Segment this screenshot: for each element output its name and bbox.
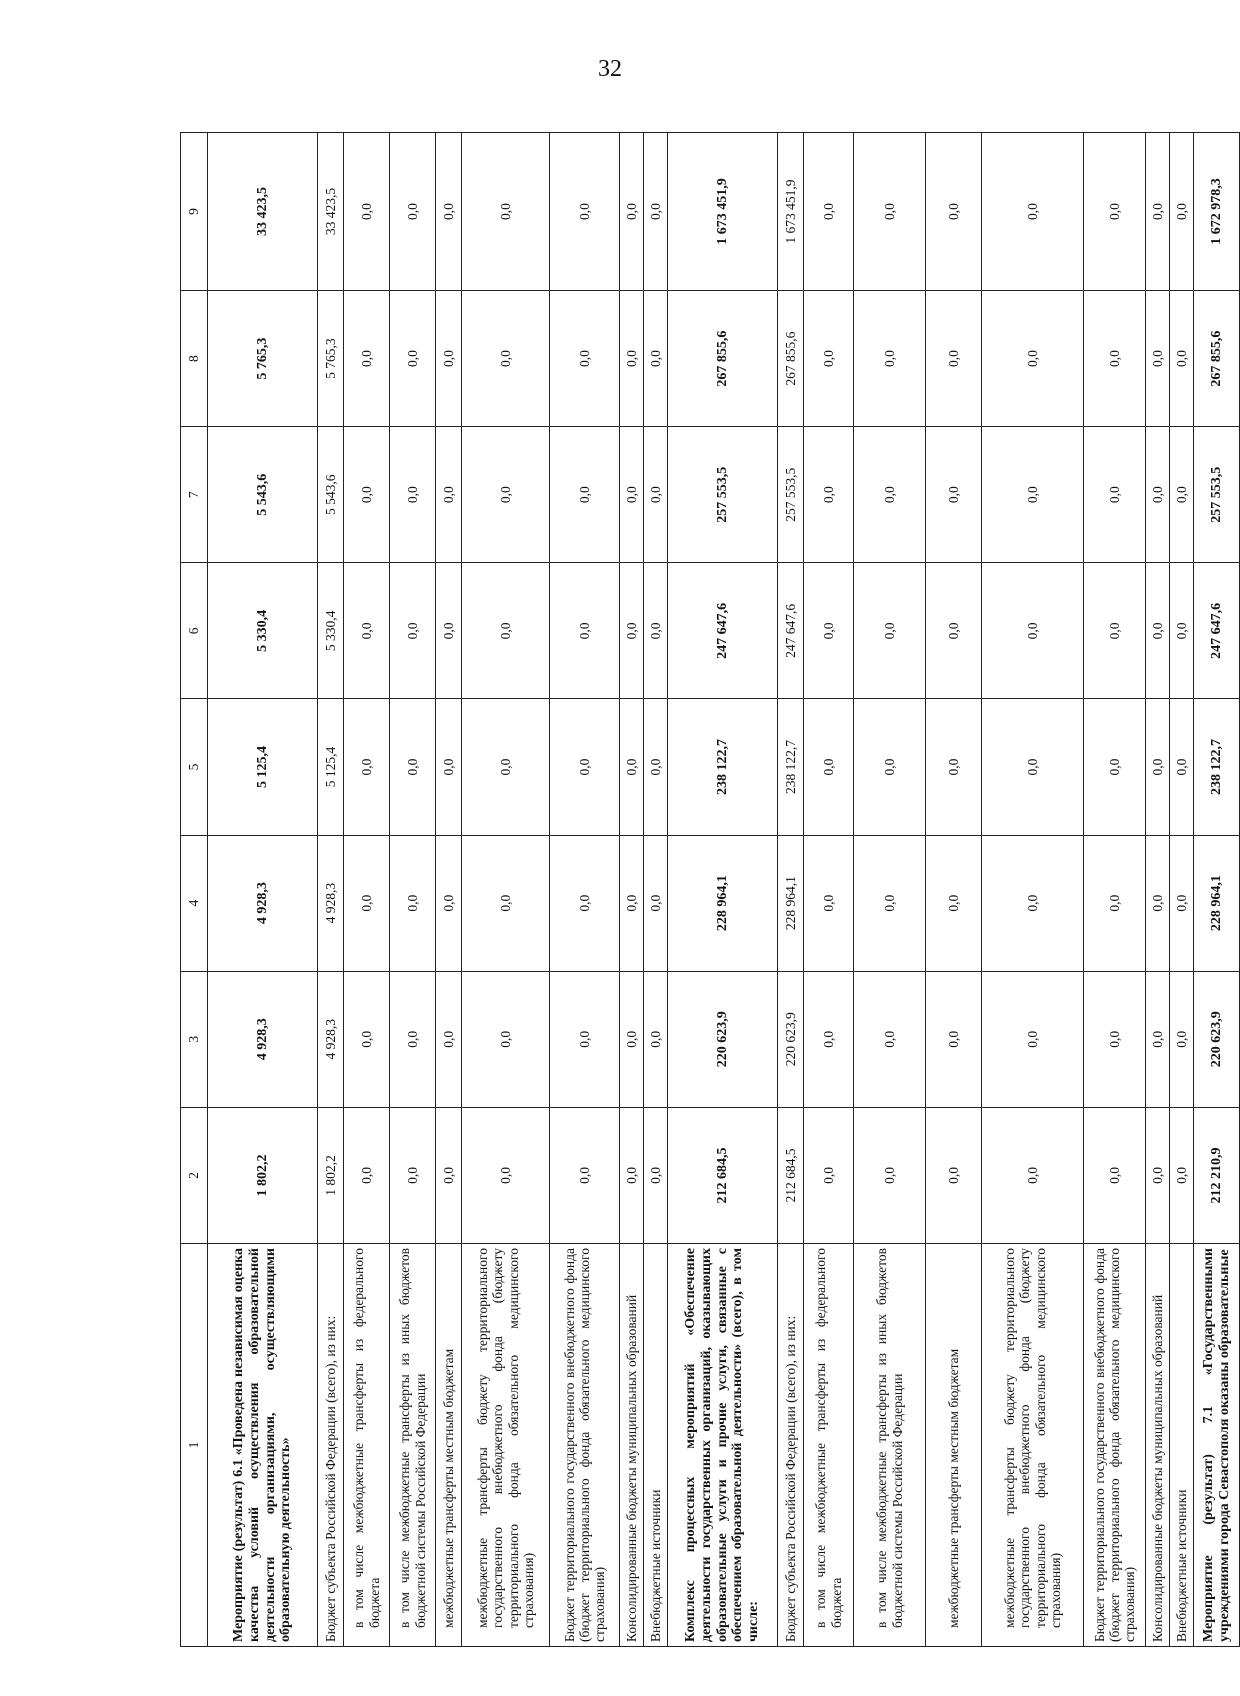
row-label: в том числе межбюджетные трансферты из федерального бюджета <box>804 1244 854 1647</box>
value-cell: 220 623,9 <box>668 971 778 1107</box>
value-cell: 0,0 <box>644 563 668 699</box>
value-cell: 220 623,9 <box>778 971 804 1107</box>
row-label: Мероприятие (результат) 6.1 «Проведена независимая оценка качества условий осуществления образовательной деятельности организациями, осуществляющими образовательную деятельность» <box>208 1244 318 1647</box>
value-cell: 0,0 <box>462 291 550 427</box>
value-cell: 0,0 <box>644 971 668 1107</box>
value-cell: 0,0 <box>804 835 854 971</box>
table-row <box>462 133 550 1647</box>
value-cell: 0,0 <box>1084 699 1146 835</box>
table-row <box>982 133 1084 1647</box>
value-cell: 0,0 <box>462 133 550 291</box>
value-cell: 0,0 <box>436 699 462 835</box>
table-row <box>804 133 854 1647</box>
value-cell: 212 210,9 <box>1194 1107 1240 1243</box>
value-cell: 0,0 <box>854 427 926 563</box>
column-header-row <box>181 133 208 1647</box>
value-cell: 0,0 <box>804 1107 854 1243</box>
value-cell: 5 125,4 <box>208 699 318 835</box>
value-cell: 5 125,4 <box>318 699 344 835</box>
table-row <box>1084 133 1146 1647</box>
value-cell: 247 647,6 <box>668 563 778 699</box>
value-cell: 0,0 <box>644 133 668 291</box>
value-cell: 0,0 <box>982 133 1084 291</box>
column-header: 8 <box>181 291 208 427</box>
value-cell: 0,0 <box>644 835 668 971</box>
value-cell: 0,0 <box>620 133 644 291</box>
row-label: межбюджетные трансферты бюджету территориального государственного внебюджетного фонда (бюджету территориального фонда обязательного медицинского страхования) <box>982 1244 1084 1647</box>
table-row <box>778 133 804 1647</box>
value-cell: 0,0 <box>344 1107 390 1243</box>
value-cell: 0,0 <box>1146 133 1170 291</box>
value-cell: 0,0 <box>926 1107 982 1243</box>
value-cell: 0,0 <box>550 699 620 835</box>
value-cell: 257 553,5 <box>778 427 804 563</box>
value-cell: 0,0 <box>982 835 1084 971</box>
value-cell: 247 647,6 <box>1194 563 1240 699</box>
value-cell: 0,0 <box>390 699 436 835</box>
value-cell: 1 673 451,9 <box>668 133 778 291</box>
value-cell: 0,0 <box>926 133 982 291</box>
value-cell: 0,0 <box>620 1107 644 1243</box>
column-header: 9 <box>181 133 208 291</box>
value-cell: 4 928,3 <box>318 971 344 1107</box>
row-label: Внебюджетные источники <box>644 1244 668 1647</box>
column-header: 3 <box>181 971 208 1107</box>
value-cell: 0,0 <box>344 291 390 427</box>
row-label: межбюджетные трансферты бюджету территориального государственного внебюджетного фонда (бюджету территориального фонда обязательного медицинского страхования) <box>462 1244 550 1647</box>
value-cell: 0,0 <box>436 133 462 291</box>
value-cell: 1 802,2 <box>318 1107 344 1243</box>
value-cell: 0,0 <box>1084 971 1146 1107</box>
value-cell: 0,0 <box>620 563 644 699</box>
value-cell: 267 855,6 <box>668 291 778 427</box>
table-body <box>208 133 1240 1647</box>
row-label: в том числе межбюджетные трансферты из иных бюджетов бюджетной системы Российской Федерации <box>854 1244 926 1647</box>
value-cell: 0,0 <box>804 563 854 699</box>
value-cell: 0,0 <box>982 699 1084 835</box>
value-cell: 0,0 <box>550 1107 620 1243</box>
value-cell: 0,0 <box>620 291 644 427</box>
value-cell: 257 553,5 <box>1194 427 1240 563</box>
row-label: Бюджет территориального государственного внебюджетного фонда (бюджет территориального фонда обязательного медицинского страхования) <box>550 1244 620 1647</box>
value-cell: 0,0 <box>1146 563 1170 699</box>
value-cell: 0,0 <box>804 971 854 1107</box>
value-cell: 0,0 <box>436 1107 462 1243</box>
value-cell: 33 423,5 <box>208 133 318 291</box>
value-cell: 0,0 <box>390 971 436 1107</box>
value-cell: 0,0 <box>1170 133 1194 291</box>
value-cell: 0,0 <box>982 1107 1084 1243</box>
value-cell: 0,0 <box>1146 835 1170 971</box>
row-label: Комплекс процессных мероприятий «Обеспечение деятельности государственных организаций, оказывающих образовательные услуги и прочие услуги, связанные с обеспечением образовательной деятельности» (всего), в том числе: <box>668 1244 778 1647</box>
row-label: Мероприятие (результат) 7.1 «Государственными учреждениями города Севастополя оказаны образовательные <box>1194 1244 1240 1647</box>
table-row <box>344 133 390 1647</box>
row-label: межбюджетные трансферты местным бюджетам <box>926 1244 982 1647</box>
value-cell: 0,0 <box>390 133 436 291</box>
value-cell: 5 765,3 <box>208 291 318 427</box>
table-row <box>390 133 436 1647</box>
table-row <box>620 133 644 1647</box>
value-cell: 0,0 <box>550 291 620 427</box>
value-cell: 0,0 <box>462 1107 550 1243</box>
value-cell: 0,0 <box>620 971 644 1107</box>
value-cell: 5 543,6 <box>318 427 344 563</box>
value-cell: 0,0 <box>644 699 668 835</box>
value-cell: 4 928,3 <box>318 835 344 971</box>
value-cell: 238 122,7 <box>668 699 778 835</box>
value-cell: 0,0 <box>462 971 550 1107</box>
value-cell: 0,0 <box>1170 563 1194 699</box>
table-row <box>926 133 982 1647</box>
value-cell: 0,0 <box>436 291 462 427</box>
value-cell: 0,0 <box>926 835 982 971</box>
value-cell: 1 802,2 <box>208 1107 318 1243</box>
value-cell: 0,0 <box>854 971 926 1107</box>
value-cell: 0,0 <box>804 699 854 835</box>
value-cell: 0,0 <box>620 835 644 971</box>
row-label: Консолидированные бюджеты муниципальных образований <box>1146 1244 1170 1647</box>
value-cell: 0,0 <box>550 133 620 291</box>
value-cell: 0,0 <box>436 427 462 563</box>
value-cell: 0,0 <box>854 563 926 699</box>
value-cell: 0,0 <box>1146 699 1170 835</box>
value-cell: 0,0 <box>462 563 550 699</box>
value-cell: 1 672 978,3 <box>1194 133 1240 291</box>
table-row <box>854 133 926 1647</box>
value-cell: 0,0 <box>804 291 854 427</box>
value-cell: 0,0 <box>1146 971 1170 1107</box>
column-header: 6 <box>181 563 208 699</box>
value-cell: 4 928,3 <box>208 971 318 1107</box>
value-cell: 0,0 <box>436 971 462 1107</box>
value-cell: 0,0 <box>390 427 436 563</box>
value-cell: 0,0 <box>804 427 854 563</box>
value-cell: 0,0 <box>344 563 390 699</box>
value-cell: 0,0 <box>462 835 550 971</box>
value-cell: 0,0 <box>854 1107 926 1243</box>
value-cell: 212 684,5 <box>668 1107 778 1243</box>
value-cell: 0,0 <box>644 427 668 563</box>
value-cell: 0,0 <box>982 971 1084 1107</box>
value-cell: 0,0 <box>926 563 982 699</box>
row-label: Консолидированные бюджеты муниципальных образований <box>620 1244 644 1647</box>
value-cell: 0,0 <box>620 699 644 835</box>
row-label: Бюджет субъекта Российской Федерации (всего), из них: <box>318 1244 344 1647</box>
value-cell: 0,0 <box>550 835 620 971</box>
column-header: 2 <box>181 1107 208 1243</box>
value-cell: 247 647,6 <box>778 563 804 699</box>
value-cell: 33 423,5 <box>318 133 344 291</box>
value-cell: 0,0 <box>462 699 550 835</box>
page-number: 32 <box>598 56 622 82</box>
value-cell: 0,0 <box>1170 699 1194 835</box>
value-cell: 0,0 <box>804 133 854 291</box>
value-cell: 267 855,6 <box>1194 291 1240 427</box>
value-cell: 4 928,3 <box>208 835 318 971</box>
value-cell: 5 765,3 <box>318 291 344 427</box>
value-cell: 0,0 <box>344 133 390 291</box>
value-cell: 0,0 <box>926 291 982 427</box>
budget-table-container <box>180 132 1232 1647</box>
row-label: Внебюджетные источники <box>1170 1244 1194 1647</box>
value-cell: 0,0 <box>982 427 1084 563</box>
value-cell: 0,0 <box>620 427 644 563</box>
value-cell: 257 553,5 <box>668 427 778 563</box>
table-row <box>1170 133 1194 1647</box>
value-cell: 0,0 <box>436 563 462 699</box>
table-row <box>668 133 778 1647</box>
value-cell: 238 122,7 <box>1194 699 1240 835</box>
value-cell: 0,0 <box>550 563 620 699</box>
value-cell: 220 623,9 <box>1194 971 1240 1107</box>
value-cell: 0,0 <box>1170 1107 1194 1243</box>
table-row <box>318 133 344 1647</box>
value-cell: 0,0 <box>390 291 436 427</box>
value-cell: 0,0 <box>926 971 982 1107</box>
value-cell: 0,0 <box>926 699 982 835</box>
value-cell: 0,0 <box>1146 427 1170 563</box>
value-cell: 0,0 <box>854 835 926 971</box>
value-cell: 0,0 <box>926 427 982 563</box>
value-cell: 5 330,4 <box>208 563 318 699</box>
row-label: в том числе межбюджетные трансферты из иных бюджетов бюджетной системы Российской Федерации <box>390 1244 436 1647</box>
value-cell: 5 330,4 <box>318 563 344 699</box>
value-cell: 228 964,1 <box>778 835 804 971</box>
value-cell: 0,0 <box>462 427 550 563</box>
table-row <box>1194 133 1240 1647</box>
value-cell: 0,0 <box>644 291 668 427</box>
value-cell: 0,0 <box>1084 427 1146 563</box>
value-cell: 0,0 <box>390 1107 436 1243</box>
table-row <box>1146 133 1170 1647</box>
value-cell: 0,0 <box>390 835 436 971</box>
value-cell: 0,0 <box>1146 291 1170 427</box>
value-cell: 0,0 <box>1084 133 1146 291</box>
value-cell: 0,0 <box>344 427 390 563</box>
row-label: межбюджетные трансферты местным бюджетам <box>436 1244 462 1647</box>
column-header: 5 <box>181 699 208 835</box>
value-cell: 0,0 <box>390 563 436 699</box>
value-cell: 0,0 <box>1084 1107 1146 1243</box>
value-cell: 0,0 <box>1170 427 1194 563</box>
table-row <box>550 133 620 1647</box>
value-cell: 0,0 <box>550 427 620 563</box>
value-cell: 238 122,7 <box>778 699 804 835</box>
column-header: 1 <box>181 1244 208 1647</box>
value-cell: 0,0 <box>436 835 462 971</box>
value-cell: 267 855,6 <box>778 291 804 427</box>
value-cell: 0,0 <box>344 835 390 971</box>
value-cell: 228 964,1 <box>668 835 778 971</box>
table-row <box>644 133 668 1647</box>
value-cell: 1 673 451,9 <box>778 133 804 291</box>
value-cell: 212 684,5 <box>778 1107 804 1243</box>
value-cell: 5 543,6 <box>208 427 318 563</box>
value-cell: 0,0 <box>1170 835 1194 971</box>
value-cell: 0,0 <box>854 699 926 835</box>
value-cell: 0,0 <box>1170 291 1194 427</box>
budget-table <box>180 132 1240 1647</box>
value-cell: 0,0 <box>550 971 620 1107</box>
row-label: в том числе межбюджетные трансферты из федерального бюджета <box>344 1244 390 1647</box>
row-label: Бюджет территориального государственного внебюджетного фонда (бюджет территориального фонда обязательного медицинского страхования) <box>1084 1244 1146 1647</box>
value-cell: 0,0 <box>344 971 390 1107</box>
value-cell: 0,0 <box>982 291 1084 427</box>
table-row <box>208 133 318 1647</box>
value-cell: 0,0 <box>1170 971 1194 1107</box>
value-cell: 0,0 <box>854 133 926 291</box>
value-cell: 0,0 <box>644 1107 668 1243</box>
value-cell: 0,0 <box>344 699 390 835</box>
value-cell: 0,0 <box>1084 835 1146 971</box>
row-label: Бюджет субъекта Российской Федерации (всего), из них: <box>778 1244 804 1647</box>
column-header: 4 <box>181 835 208 971</box>
value-cell: 0,0 <box>1146 1107 1170 1243</box>
value-cell: 0,0 <box>1084 291 1146 427</box>
table-row <box>436 133 462 1647</box>
value-cell: 228 964,1 <box>1194 835 1240 971</box>
value-cell: 0,0 <box>854 291 926 427</box>
value-cell: 0,0 <box>1084 563 1146 699</box>
column-header: 7 <box>181 427 208 563</box>
value-cell: 0,0 <box>982 563 1084 699</box>
